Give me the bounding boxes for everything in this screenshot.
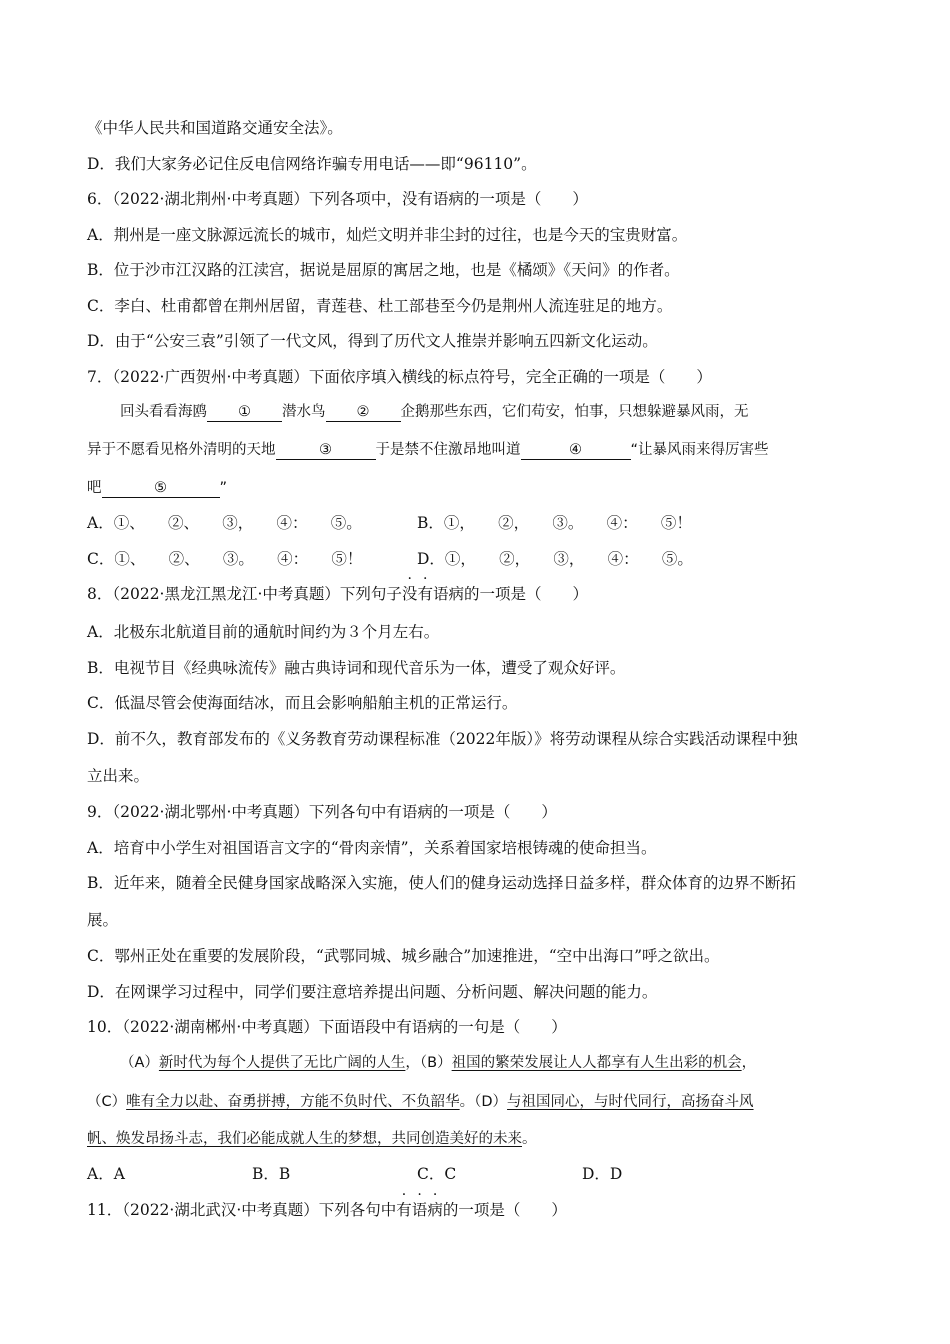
- punctuation: 。: [522, 1131, 537, 1147]
- q9-option-a: A．培育中小学生对祖国语言文字的“骨肉亲情”，关系着国家培根铸魂的使命担当。: [87, 839, 657, 857]
- punctuation: ，: [741, 1055, 757, 1071]
- q9-stem: 9．（2022·湖北鄂州·中考真题）下列各句中有语病的一项是（ ）: [87, 803, 557, 821]
- q8-option-d-line-1: D．前不久，教育部发布的《义务教育劳动课程标准（2022年版）》将劳动课程从综合实践活动课程中独: [87, 730, 798, 748]
- q7-passage-text: 吧: [87, 480, 102, 496]
- punctuation: ，: [405, 1055, 420, 1071]
- q9-option-b-line-2: 展。: [87, 911, 119, 929]
- sentence-label-d: （D）: [474, 1094, 508, 1110]
- punctuation: 。: [459, 1094, 475, 1110]
- q9-option-d: D．在网课学习过程中，同学们要注意培养提出问题、分析问题、解决问题的能力。: [87, 983, 658, 1001]
- q10-option-b: B．B: [252, 1165, 291, 1183]
- q8-option-c: C．低温尽管会使海面结冰，而且会影响船舶主机的正常运行。: [87, 694, 518, 712]
- sentence-c: 唯有全力以赴、奋勇拼搏，方能不负时代、不负韶华: [126, 1094, 460, 1110]
- q8-stem-text: 8．（2022·黑龙江黑龙江·中考真题）下列句子: [87, 585, 402, 603]
- blank-4: ④: [521, 441, 631, 460]
- q7-option-d: D．①， ②， ③， ④： ⑤。: [417, 550, 693, 568]
- q5-continuation: 《中华人民共和国道路交通安全法》。: [87, 119, 343, 137]
- q8-option-d-line-2: 立出来。: [87, 767, 150, 785]
- q7-passage-text: ”: [219, 480, 228, 496]
- q7-option-c: C．①、 ②、 ③。 ④： ⑤！: [87, 550, 363, 568]
- q7-passage-line-2: [87, 440, 769, 460]
- q10-option-c: C．C: [417, 1165, 457, 1183]
- q7-passage-text: 回头看看海鸥: [120, 404, 207, 420]
- q7-passage-line-1: [120, 402, 749, 422]
- q5-option-d: D．我们大家务必记住反电信网络诈骗专用电话——即“96110”。: [87, 155, 537, 173]
- blank-1: ①: [207, 403, 282, 422]
- sentence-d-continued: 帆、焕发昂扬斗志，我们必能成就人生的梦想，共同创造美好的未来: [87, 1131, 522, 1147]
- q11-stem: [87, 1200, 567, 1220]
- q7-passage-text: 企鹅那些东西，它们苟安，怕事，只想躲避暴风雨，无: [400, 404, 749, 420]
- q8-stem: [87, 584, 588, 604]
- q6-option-d: D．由于“公安三袁”引领了一代文风，得到了历代文人推崇并影响五四新文化运动。: [87, 332, 658, 350]
- q8-stem-text: 语病的一项是（ ）: [432, 585, 588, 603]
- q9-option-b-line-1: B．近年来，随着全民健身国家战略深入实施，使人们的健身运动选择日益多样，群众体育的边界不断拓: [87, 874, 796, 892]
- blank-5: ⑤: [102, 479, 220, 498]
- q7-passage-text: 异于不愿看见格外清明的天地: [87, 442, 276, 458]
- q7-option-a: A．①、 ②、 ③， ④： ⑤。: [87, 514, 362, 532]
- q6-option-a: A．荆州是一座文脉源远流长的城市，灿烂文明并非尘封的过往，也是今天的宝贵财富。: [87, 226, 688, 244]
- emphasis-char: 病: [427, 1201, 443, 1219]
- blank-2: ②: [326, 403, 401, 422]
- sentence-label-b: （B）: [419, 1055, 452, 1071]
- q8-option-b: B．电视节目《经典咏流传》融古典诗词和现代音乐为一体，遭受了观众好评。: [87, 659, 626, 677]
- q10-passage-line-1: [120, 1053, 756, 1073]
- q11-stem-text: 11．（2022·湖北武汉·中考真题）下列各句中: [87, 1201, 397, 1219]
- q7-passage-text: 潜水鸟: [282, 404, 326, 420]
- emphasis-char: 有: [417, 585, 433, 603]
- q7-passage-text: 于是禁不住激昂地叫道: [375, 442, 521, 458]
- q7-option-b: B．①， ②， ③。 ④： ⑤！: [417, 514, 692, 532]
- emphasis-char: 语: [411, 1201, 428, 1219]
- blank-3: ③: [276, 441, 376, 460]
- q7-passage-line-3: [87, 478, 227, 498]
- q6-stem: 6．（2022·湖北荆州·中考真题）下列各项中，没有语病的一项是（ ）: [87, 190, 588, 208]
- q10-passage-line-3: [87, 1129, 537, 1149]
- q10-option-d: D．D: [582, 1165, 623, 1183]
- sentence-label-a: （A）: [120, 1055, 159, 1071]
- sentence-b: 祖国的繁荣发展让人人都享有人生出彩的机会: [451, 1055, 742, 1071]
- emphasis-char: 有: [396, 1201, 412, 1219]
- q7-passage-text: “让暴风雨来得厉害些: [630, 442, 769, 458]
- q11-stem-text: 的一项是（ ）: [442, 1201, 567, 1219]
- q10-stem: 10．（2022·湖南郴州·中考真题）下面语段中有语病的一句是（ ）: [87, 1018, 567, 1036]
- q10-option-a: A．A: [87, 1165, 125, 1183]
- sentence-d: 与祖国同心，与时代同行，高扬奋斗风: [507, 1094, 754, 1110]
- q7-stem: 7．（2022·广西贺州·中考真题）下面依序填入横线的标点符号，完全正确的一项是（ ）: [87, 368, 712, 386]
- q9-option-c: C．鄂州正处在重要的发展阶段，“武鄂同城、城乡融合”加速推进，“空中出海口”呼之欲出。: [87, 947, 720, 965]
- q6-option-c: C．李白、杜甫都曾在荆州居留，青莲巷、杜工部巷至今仍是荆州人流连驻足的地方。: [87, 297, 673, 315]
- sentence-a: 新时代为每个人提供了无比广阔的人生: [158, 1055, 406, 1071]
- sentence-label-c: （C）: [87, 1094, 127, 1110]
- q10-passage-line-2: [87, 1092, 754, 1112]
- q6-option-b: B．位于沙市江汉路的江渎宫，据说是屈原的寓居之地，也是《橘颂》《天问》的作者。: [87, 261, 680, 279]
- emphasis-char: 没: [401, 585, 418, 603]
- q8-option-a: A．北极东北航道目前的通航时间约为３个月左右。: [87, 623, 440, 641]
